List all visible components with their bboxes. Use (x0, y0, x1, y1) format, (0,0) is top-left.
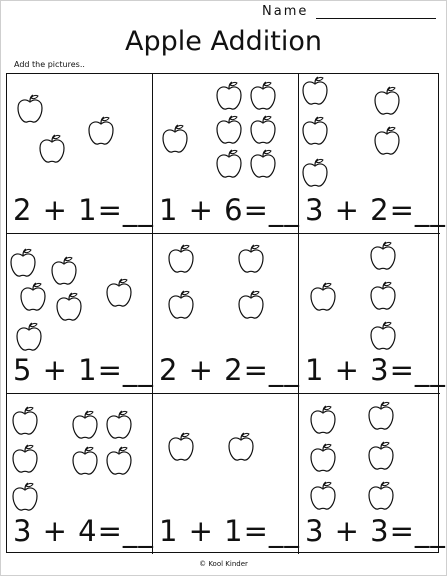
apple-icon (309, 441, 337, 473)
apple-icon (249, 79, 277, 111)
apple-icon (55, 290, 83, 322)
apple-icon (9, 246, 37, 278)
equation-2: 1 + 6=__ (159, 193, 300, 227)
apple-icon (369, 239, 397, 271)
apple-icon (367, 479, 395, 511)
equation-7: 3 + 4=__ (13, 514, 154, 548)
equation-5: 2 + 2=__ (159, 353, 300, 387)
apple-icon (373, 84, 401, 116)
instructions: Add the pictures.. (14, 60, 85, 69)
problem-cell-8 (153, 394, 299, 554)
apple-icon (309, 479, 337, 511)
apple-icon (71, 408, 99, 440)
problem-cell-4 (7, 234, 153, 394)
apple-icon (161, 122, 189, 154)
apple-icon (227, 430, 255, 462)
apple-icon (87, 114, 115, 146)
apple-icon (11, 442, 39, 474)
apple-icon (301, 156, 329, 188)
apple-icon (249, 113, 277, 145)
name-blank-line (316, 18, 436, 19)
equation-4: 5 + 1=__ (13, 353, 154, 387)
footer-credit: © Kool Kinder (199, 560, 248, 568)
equation-6: 1 + 3=__ (305, 353, 446, 387)
apple-icon (105, 408, 133, 440)
apple-icon (249, 147, 277, 179)
apple-icon (373, 124, 401, 156)
problem-cell-3 (299, 74, 446, 234)
apple-icon (167, 430, 195, 462)
apple-icon (309, 403, 337, 435)
apple-icon (369, 319, 397, 351)
equation-8: 1 + 1=__ (159, 514, 300, 548)
apple-icon (237, 288, 265, 320)
apple-icon (309, 280, 337, 312)
apple-icon (215, 113, 243, 145)
apple-icon (215, 147, 243, 179)
apple-icon (16, 92, 44, 124)
name-label: Name (262, 4, 309, 19)
problem-cell-5 (153, 234, 299, 394)
apple-icon (237, 242, 265, 274)
apple-icon (38, 132, 66, 164)
problem-cell-9 (299, 394, 446, 554)
apple-icon (167, 288, 195, 320)
problem-cell-7 (7, 394, 153, 554)
apple-icon (167, 242, 195, 274)
apple-icon (215, 79, 243, 111)
apple-icon (369, 279, 397, 311)
apple-icon (105, 276, 133, 308)
apple-icon (367, 399, 395, 431)
apple-icon (50, 254, 78, 286)
page-title: Apple Addition (125, 26, 322, 57)
apple-icon (71, 444, 99, 476)
apple-icon (301, 74, 329, 106)
apple-icon (11, 480, 39, 512)
problem-cell-6 (299, 234, 446, 394)
apple-icon (19, 280, 47, 312)
apple-icon (301, 114, 329, 146)
problem-cell-2 (153, 74, 299, 234)
apple-icon (105, 444, 133, 476)
apple-icon (15, 320, 43, 352)
equation-1: 2 + 1=__ (13, 193, 154, 227)
equation-3: 3 + 2=__ (305, 193, 446, 227)
apple-icon (367, 439, 395, 471)
apple-icon (11, 404, 39, 436)
problem-grid (6, 73, 446, 553)
equation-9: 3 + 3=__ (305, 514, 446, 548)
problem-cell-1 (7, 74, 153, 234)
